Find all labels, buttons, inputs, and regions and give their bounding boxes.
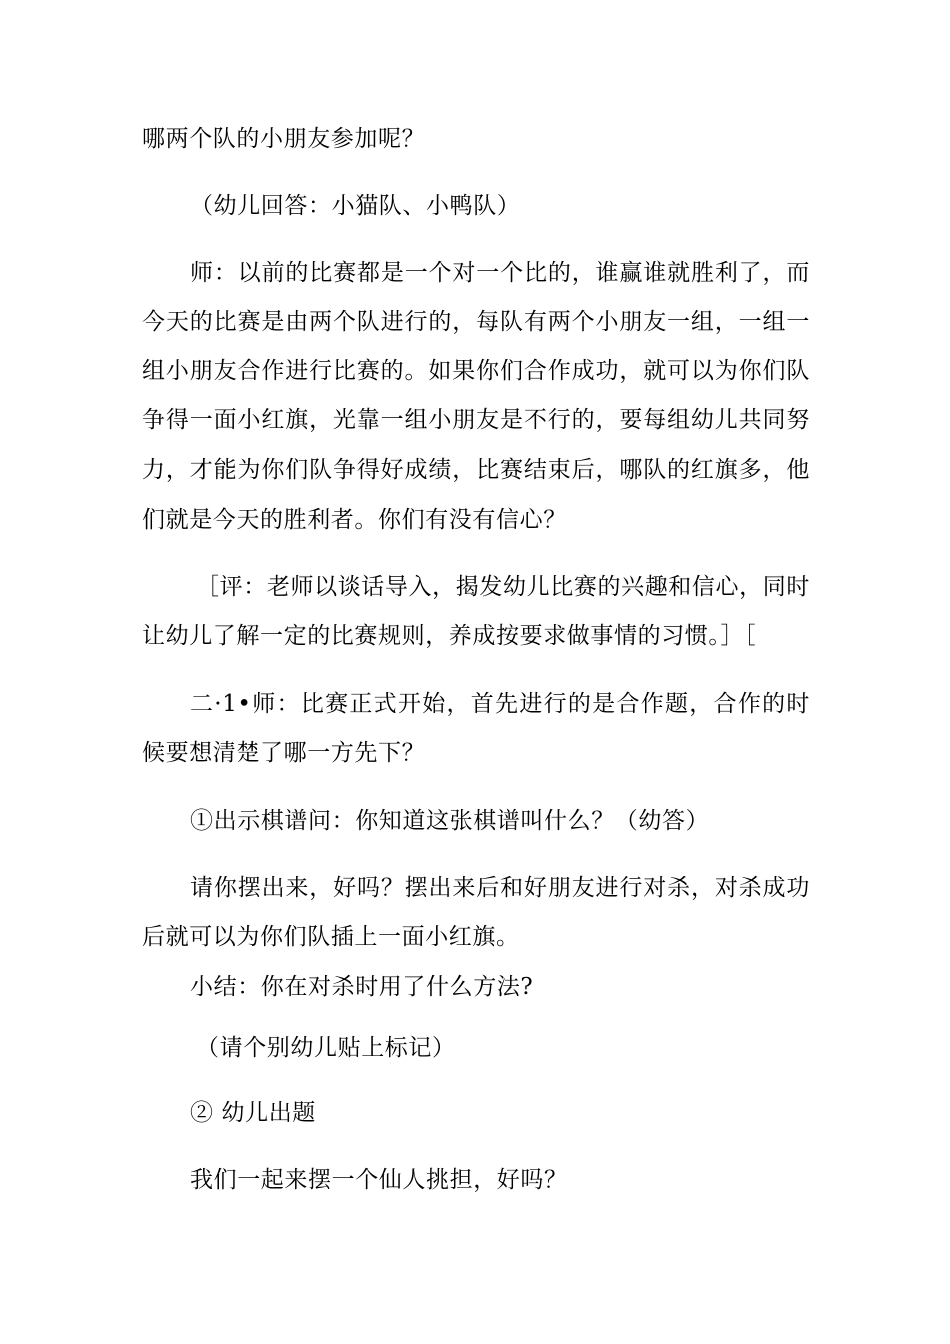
- paragraph-line: 哪两个队的小朋友参加呢？: [142, 126, 426, 152]
- paragraph-line: 今天的比赛是由两个队进行的，每队有两个小朋友一组，一组一: [142, 309, 810, 335]
- paragraph-line: 力，才能为你们队争得好成绩，比赛结束后，哪队的红旗多，他: [142, 457, 810, 483]
- paragraph-line: 小结：你在对杀时用了什么方法?: [190, 974, 534, 1000]
- paragraph-line: 组小朋友合作进行比赛的。如果你们合作成功，就可以为你们队: [142, 358, 810, 384]
- paragraph-line: 后就可以为你们队插上一面小红旗。: [142, 924, 520, 950]
- paragraph-line: 师：以前的比赛都是一个对一个比的，谁赢谁就胜利了，而: [190, 260, 810, 286]
- paragraph-line: ［评：老师以谈话导入，揭发幼儿比赛的兴趣和信心，同时: [196, 574, 810, 600]
- paragraph-line: （幼儿回答：小猫队、小鸭队）: [190, 193, 521, 219]
- paragraph-line: ①出示棋谱问：你知道这张棋谱叫什么？（幼答）: [190, 808, 710, 834]
- paragraph-line: 们就是今天的胜利者。你们有没有信心？: [142, 507, 567, 533]
- paragraph-line: 我们一起来摆一个仙人挑担，好吗？: [190, 1167, 568, 1193]
- paragraph-line: 请你摆出来，好吗？摆出来后和好朋友进行对杀，对杀成功: [190, 875, 810, 901]
- paragraph-line: （请个别幼儿贴上标记）: [196, 1035, 456, 1061]
- paragraph-line: 二·1•师：比赛正式开始，首先进行的是合作题，合作的时: [190, 691, 810, 717]
- paragraph-line: 争得一面小红旗，光靠一组小朋友是不行的，要每组幼儿共同努: [142, 407, 810, 433]
- paragraph-line: 候要想清楚了哪一方先下？: [142, 740, 426, 766]
- paragraph-line: ② 幼儿出题: [190, 1100, 316, 1126]
- paragraph-line: 让幼儿了解一定的比赛规则，养成按要求做事情的习惯。］［: [142, 623, 757, 649]
